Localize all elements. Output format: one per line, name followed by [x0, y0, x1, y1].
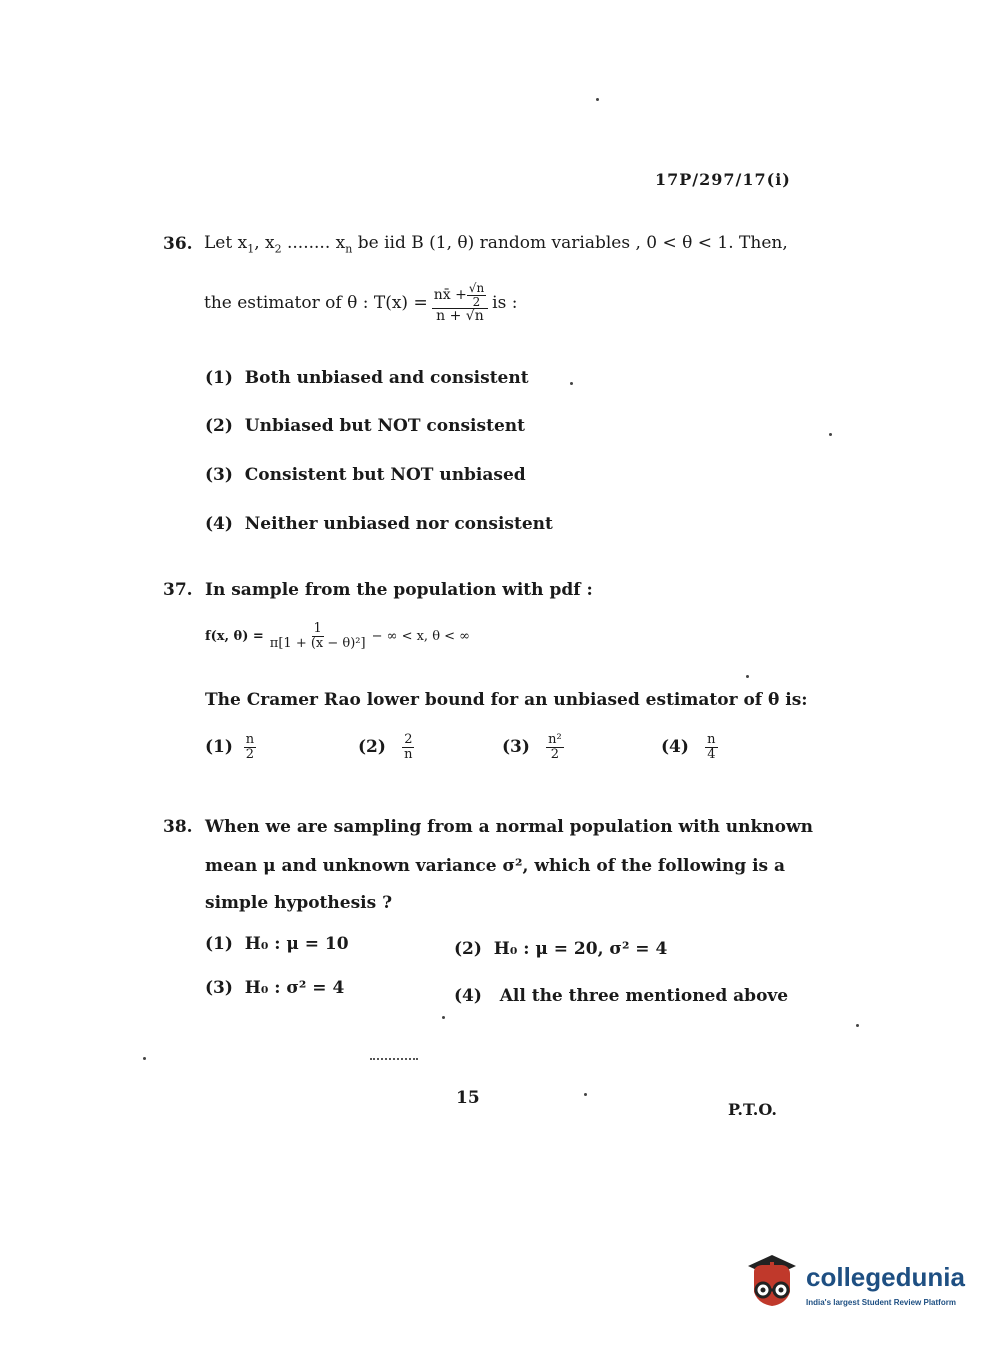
q36-option-3: (3) Consistent but NOT unbiased — [205, 465, 526, 485]
q36-option-2: (2) Unbiased but NOT consistent — [205, 416, 525, 436]
scan-smudge — [370, 1058, 418, 1060]
scan-speck — [829, 433, 832, 436]
collegedunia-logo-icon — [742, 1252, 804, 1312]
q36-number: 36. — [163, 234, 193, 254]
scan-speck — [570, 382, 573, 385]
q37-number: 37. — [163, 580, 193, 600]
q38-line-3: simple hypothesis ? — [205, 893, 393, 913]
scan-speck — [442, 1016, 445, 1019]
q38-line-2: mean μ and unknown variance σ², which of the following is a — [205, 856, 786, 876]
q38-option-3: (3) H₀ : σ² = 4 — [205, 978, 345, 998]
q37-pdf: f(x, θ) = $\frac{1}{\text{π[1 + (x − θ)²]}}$ − ∞ < x, θ < ∞ — [205, 621, 471, 651]
scan-speck — [856, 1024, 859, 1027]
scan-speck — [584, 1093, 587, 1096]
paper-code: 17P/297/17(i) — [655, 170, 791, 189]
q37-stem: In sample from the population with pdf : — [205, 580, 593, 600]
estimator-fraction: nx̄ + $\frac{√n}{2}$ n + √n — [432, 282, 488, 324]
pto-label: P.T.O. — [728, 1100, 777, 1119]
q36-option-1: (1) Both unbiased and consistent — [205, 368, 529, 388]
q38-option-1: (1) H₀ : μ = 10 — [205, 934, 349, 954]
q36-stem: Let $x_1$, $x_2$ ........ $x_n$ be iid B (1, θ) random variables , 0 < θ < 1. Then, — [204, 233, 788, 256]
q37-option-1: (1) $\frac{n}{2}$ — [205, 732, 255, 762]
q37-option-3: (3) $\frac{\text{n²}}{2}$ — [502, 732, 562, 762]
page-number: 15 — [456, 1088, 480, 1108]
q37-question: The Cramer Rao lower bound for an unbiased estimator of θ is: — [205, 690, 808, 710]
q38-line-1: When we are sampling from a normal population with unknown — [205, 817, 813, 837]
q36-estimator: the estimator of θ : T(x) = nx̄ + $\frac{√n}{2}$ n + √n is : — [204, 281, 518, 325]
scan-speck — [596, 98, 599, 101]
collegedunia-brand: collegedunia — [806, 1262, 965, 1292]
q37-option-2: (2) $\frac{2}{n}$ — [358, 732, 413, 762]
q38-option-4: (4) All the three mentioned above — [454, 986, 789, 1006]
q37-option-4: (4) $\frac{n}{4}$ — [661, 732, 716, 762]
scan-speck — [746, 675, 749, 678]
collegedunia-tagline: India's largest Student Review Platform — [806, 1298, 956, 1307]
q38-option-2: (2) H₀ : μ = 20, σ² = 4 — [454, 939, 668, 959]
scan-speck — [143, 1057, 146, 1060]
q38-number: 38. — [163, 817, 193, 837]
q36-option-4: (4) Neither unbiased nor consistent — [205, 514, 553, 534]
